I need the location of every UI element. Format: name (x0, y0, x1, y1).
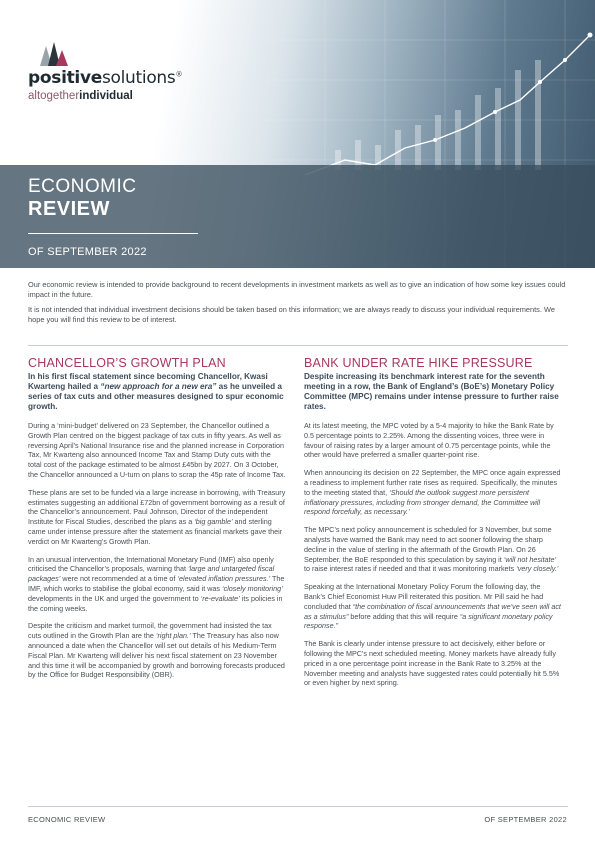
article-bank-rate-hike (304, 356, 562, 688)
footer-date: OF SEPTEMBER 2022 (484, 815, 567, 824)
footer-title: ECONOMIC REVIEW (28, 815, 106, 824)
brand-logo (28, 42, 198, 102)
logo-wordmark: positivesolutions® (28, 68, 183, 88)
intro-text (28, 280, 568, 324)
article-paragraph: The Bank is clearly under intense pressure to act decisively, either before or following the MPC’s next scheduled meeting. Money markets have already fully priced in a one percentage point increase in the Bank Rate to 3.25% at the November meeting and analysts have suggested rates could potentially hit 5.5% or even higher by next spring. (304, 639, 560, 688)
logo-tagline: altogetherindividual (28, 90, 133, 102)
article-paragraph: Despite the criticism and market turmoil, the government had insisted the tax cuts outlined in the Growth Plan are the ‘right plan.’ The Treasury has also now announced a date when the Chancellor will set out details of his Medium-Term Fiscal Plan. Mr Kwarteng will deliver his next fiscal statement on 23 November and this time it will be accompanied by growth and borrowing forecasts produced by the Office for Budget Responsibility (OBR). (28, 621, 285, 680)
intro-paragraph: Our economic review is intended to provide background to recent developments in investment markets as well as to give an indication of how some key issues could impact in the future. (28, 280, 566, 299)
article-paragraph: In an unusual intervention, the International Monetary Fund (IMF) also openly criticised the Chancellor’s proposals, warning that ‘large and untargeted fiscal packages’ were not recommended at a time of ‘elevated inflation pressures.’ The IMF, which works to stabilise the global economy, said it was ‘closely monitoring’ developments in the UK and urged the government to ‘re-evaluate’ its policies in the coming weeks. (28, 554, 285, 613)
logo-triangles-icon (32, 42, 72, 68)
article-paragraph: At its latest meeting, the MPC voted by a 5-4 majority to hike the Bank Rate by 0.5 percentage points to 2.25%. Among the dissenting voices, three were in favour of raising rates by a larger amount of 0.75 percentage points, while the other would have preferred a smaller quarter-point rise. (304, 421, 554, 460)
article-chancellor-growth-plan (28, 356, 286, 680)
title-divider (28, 233, 198, 234)
section-divider (28, 345, 568, 346)
footer-divider (28, 806, 568, 807)
article-heading: CHANCELLOR’S GROWTH PLAN (28, 356, 226, 370)
article-paragraph: These plans are set to be funded via a large increase in borrowing, with Treasury estimates suggesting an additional £72bn of government borrowing as a result of the Chancellor’s announcement. Paul Johnson, Director of the independent Institute for Fiscal Studies, described the plans as a ‘big gamble’ and sterling came under intense pressure after the statement as financial markets gave their verdict on Mr Kwarteng’s Growth Plan. (28, 487, 286, 546)
issue-date: OF SEPTEMBER 2022 (28, 246, 147, 258)
article-lead: Despite increasing its benchmark interest rate for the seventh meeting in a row, the Bank of England’s (BoE’s) Monetary Policy Committee (MPC) remains under intense pressure to further raise rates. (304, 372, 559, 411)
page-title-line1: ECONOMIC (28, 176, 137, 197)
article-paragraph: The MPC’s next policy announcement is scheduled for 3 November, but some analysts have warned the Bank may need to act sooner following the sharp decline in the value of sterling in the aftermath of the Growth Plan. On 26 September, the BoE responded to this speculation by saying it ‘will not hesitate’ to raise interest rates if needed and that it was monitoring markets ‘very closely.’ (304, 525, 559, 574)
article-lead: In his first fiscal statement since becoming Chancellor, Kwasi Kwarteng hailed a “new approach for a new era” as he unveiled a series of tax cuts and other measures designed to spur economic growth. (28, 372, 284, 411)
article-paragraph: Speaking at the International Monetary Policy Forum the following day, the Bank’s Chief Economist Huw Pill reiterated this position. Mr Pill said he had concluded that “the combination of fiscal announcements that we’ve seen will act as a stimulus” before adding that this will require “a significant monetary policy response.” (304, 582, 561, 631)
intro-paragraph: It is not intended that individual investment decisions should be taken based on this information; we are always ready to discuss your individual requirements. We hope you will find this review to be of interest. (28, 305, 555, 324)
article-heading: BANK UNDER RATE HIKE PRESSURE (304, 356, 533, 370)
article-paragraph: When announcing its decision on 22 September, the MPC once again expressed a readiness to implement further rate rises as required. Specifically, the minutes to the meeting stated that, ‘Should the outlook suggest more persistent inflationary pressures, including from stronger demand, the Committee will respond forcefully, as necessary.’ (304, 468, 561, 517)
page-title-line2: REVIEW (28, 198, 110, 220)
article-paragraph: During a ‘mini-budget’ delivered on 23 September, the Chancellor outlined a Growth Plan centred on the biggest package of tax cuts in fifty years. As well as reversing April’s National Insurance rise and the planned increase in Corporation Tax, Mr Kwarteng also announced Income Tax and Stamp Duty cuts with the total cost of the package estimated to be almost £45bn by 2027. On 3 October, the Chancellor announced a U-turn on plans to scrap the 45p rate of Income Tax. (28, 421, 286, 479)
